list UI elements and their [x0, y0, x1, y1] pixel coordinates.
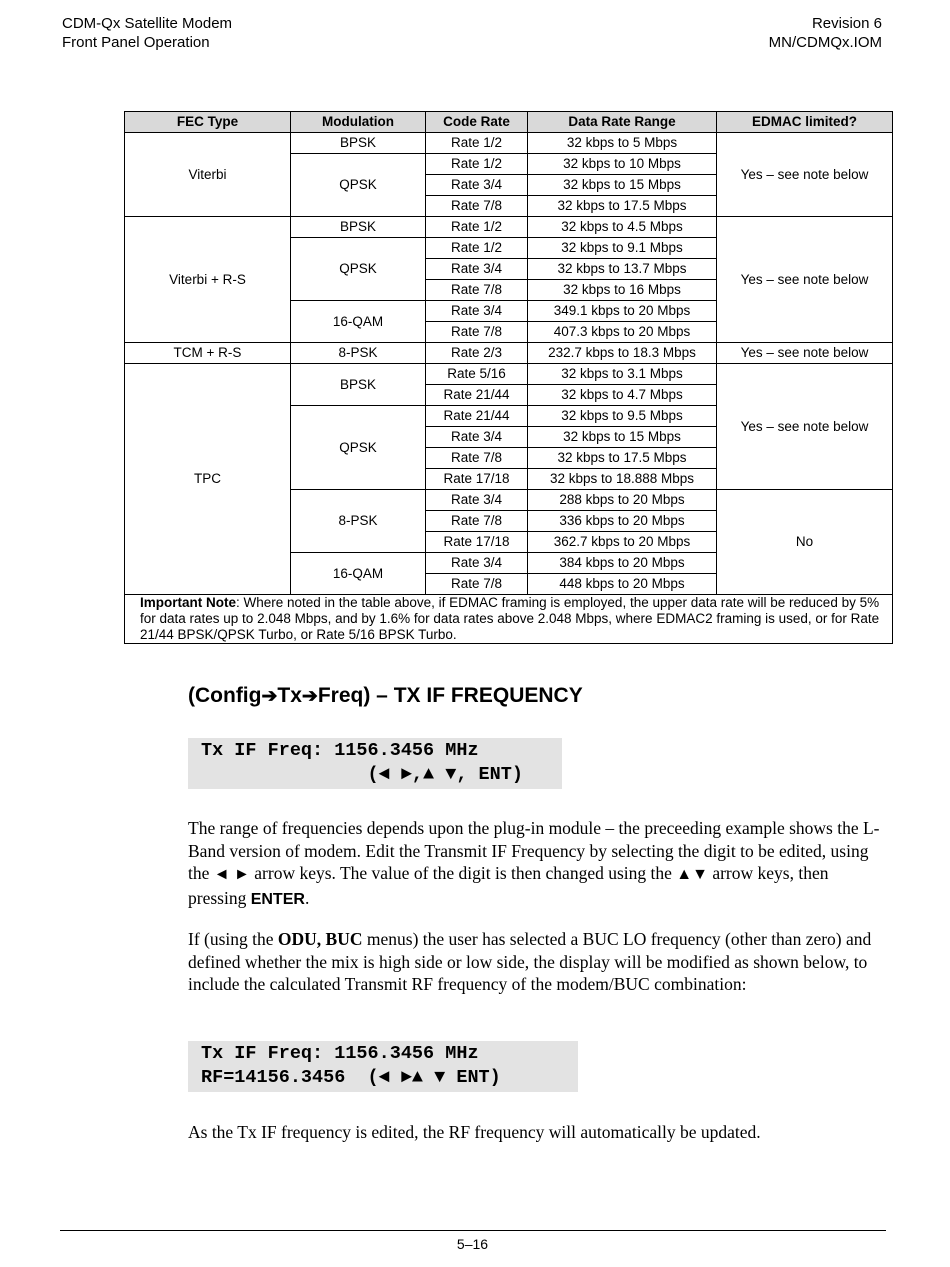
paragraph-buc-lo [188, 928, 888, 996]
fec-data-rate-table [124, 111, 893, 644]
para-text: arrow keys. The value of the digit is then changed using the [249, 863, 677, 883]
data-rate-cell: 32 kbps to 17.5 Mbps [528, 448, 717, 469]
data-rate-cell: 32 kbps to 15 Mbps [528, 427, 717, 448]
right-arrow-icon: ➔ [261, 686, 278, 707]
data-rate-cell: 32 kbps to 9.5 Mbps [528, 406, 717, 427]
note-label: Important Note [140, 595, 236, 610]
doc-id: MN/CDMQx.IOM [768, 34, 882, 51]
data-rate-cell: 336 kbps to 20 Mbps [528, 511, 717, 532]
lcd-display-tx-if [188, 738, 562, 789]
table-row [125, 133, 893, 154]
lcd-line-2: RF=14156.3456 (◄ ►▲ ▼ ENT) [201, 1067, 501, 1088]
data-rate-cell: 32 kbps to 3.1 Mbps [528, 364, 717, 385]
code-rate-cell: Rate 3/4 [426, 301, 528, 322]
footer-divider [60, 1230, 886, 1231]
note-text: : Where noted in the table above, if EDMAC framing is employed, the upper data rate will be reduced by 5% for data rates up to 2.048 Mbps, and by 1.6% for data rates above 2.048 Mbps, where EDMAC2 framing is used, or for Rate 21/44 BPSK/QPSK Turbo, or Rate 5/16 BPSK Turbo. [140, 595, 880, 642]
code-rate-cell: Rate 3/4 [426, 175, 528, 196]
modulation-cell: 16-QAM [291, 553, 426, 595]
heading-tx: Tx [277, 684, 302, 707]
fec-cell: Viterbi [125, 133, 291, 217]
lcd-line-1: Tx IF Freq: 1156.3456 MHz [201, 740, 479, 761]
data-rate-cell: 32 kbps to 15 Mbps [528, 175, 717, 196]
para-text: menus) the user has selected a BUC LO frequency (other than zero) and defined whether the mix is high side or low side, the display will be modified as shown below, to include the calculated Transmit RF frequency of the modem/BUC combination: [188, 929, 872, 994]
para-text: The range of frequencies depends upon the plug-in module – the preceeding example shows the L-Band version of modem. Edit the Transmit IF Frequency by selecting the digit to be edited, using the [188, 818, 880, 883]
header-left [62, 14, 232, 52]
page-number: 5–16 [456, 1236, 489, 1252]
code-rate-cell: Rate 17/18 [426, 469, 528, 490]
doc-title: CDM-Qx Satellite Modem [62, 15, 233, 32]
modulation-cell: 8-PSK [291, 490, 426, 553]
data-rate-cell: 32 kbps to 10 Mbps [528, 154, 717, 175]
data-rate-cell: 32 kbps to 16 Mbps [528, 280, 717, 301]
data-rate-cell: 288 kbps to 20 Mbps [528, 490, 717, 511]
fec-cell: TCM + R-S [125, 343, 291, 364]
col-header-edmac: EDMAC limited? [717, 112, 893, 133]
code-rate-cell: Rate 3/4 [426, 427, 528, 448]
data-rate-cell: 32 kbps to 4.5 Mbps [528, 217, 717, 238]
col-header-data-rate: Data Rate Range [528, 112, 717, 133]
table-header-row [125, 112, 893, 133]
table-note-row [125, 595, 893, 644]
enter-key-label: ENTER [250, 890, 305, 908]
code-rate-cell: Rate 1/2 [426, 238, 528, 259]
edmac-cell: Yes – see note below [717, 133, 893, 217]
section-heading [188, 684, 583, 708]
table-row [125, 217, 893, 238]
code-rate-cell: Rate 1/2 [426, 133, 528, 154]
data-rate-cell: 407.3 kbps to 20 Mbps [528, 322, 717, 343]
code-rate-cell: Rate 3/4 [426, 553, 528, 574]
para-text: arrow keys, then pressing [188, 863, 829, 908]
code-rate-cell: Rate 7/8 [426, 448, 528, 469]
data-rate-cell: 32 kbps to 17.5 Mbps [528, 196, 717, 217]
modulation-cell: BPSK [291, 364, 426, 406]
doc-revision: Revision 6 [811, 15, 882, 32]
code-rate-cell: Rate 2/3 [426, 343, 528, 364]
edmac-cell: No [717, 490, 893, 595]
fec-cell: Viterbi + R-S [125, 217, 291, 343]
right-arrow-icon: ➔ [301, 686, 318, 707]
code-rate-cell: Rate 3/4 [426, 259, 528, 280]
col-header-code-rate: Code Rate [426, 112, 528, 133]
edmac-cell: Yes – see note below [717, 343, 893, 364]
edmac-cell: Yes – see note below [717, 217, 893, 343]
modulation-cell: 16-QAM [291, 301, 426, 343]
code-rate-cell: Rate 21/44 [426, 385, 528, 406]
heading-freq: Freq) – TX IF FREQUENCY [317, 684, 583, 707]
edmac-cell: Yes – see note below [717, 364, 893, 490]
data-rate-cell: 232.7 kbps to 18.3 Mbps [528, 343, 717, 364]
code-rate-cell: Rate 7/8 [426, 322, 528, 343]
paragraph-rf-update: As the Tx IF frequency is edited, the RF frequency will automatically be updated. [188, 1122, 761, 1142]
data-rate-cell: 32 kbps to 9.1 Mbps [528, 238, 717, 259]
data-rate-cell: 32 kbps to 4.7 Mbps [528, 385, 717, 406]
code-rate-cell: Rate 1/2 [426, 217, 528, 238]
modulation-cell: QPSK [291, 154, 426, 217]
para-text: . [304, 887, 310, 908]
code-rate-cell: Rate 21/44 [426, 406, 528, 427]
data-rate-cell: 32 kbps to 13.7 Mbps [528, 259, 717, 280]
code-rate-cell: Rate 7/8 [426, 574, 528, 595]
code-rate-cell: Rate 17/18 [426, 532, 528, 553]
code-rate-cell: Rate 1/2 [426, 154, 528, 175]
data-rate-cell: 349.1 kbps to 20 Mbps [528, 301, 717, 322]
left-right-arrows-icon: ◄ ► [213, 866, 250, 883]
modulation-cell: BPSK [291, 133, 426, 154]
fec-cell: TPC [125, 364, 291, 595]
up-down-arrows-icon: ▲▼ [676, 866, 708, 883]
menu-name: ODU, BUC [277, 929, 363, 949]
important-note [125, 595, 893, 644]
modulation-cell: QPSK [291, 406, 426, 490]
data-rate-cell: 448 kbps to 20 Mbps [528, 574, 717, 595]
modulation-cell: 8-PSK [291, 343, 426, 364]
data-rate-cell: 32 kbps to 18.888 Mbps [528, 469, 717, 490]
lcd-line-2: (◄ ►,▲ ▼, ENT) [201, 764, 523, 785]
table-row [125, 364, 893, 385]
code-rate-cell: Rate 7/8 [426, 280, 528, 301]
para-text: If (using the [188, 929, 278, 949]
table-row [125, 343, 893, 364]
code-rate-cell: Rate 7/8 [426, 196, 528, 217]
code-rate-cell: Rate 7/8 [426, 511, 528, 532]
paragraph-frequency-range [188, 817, 888, 911]
lcd-line-1: Tx IF Freq: 1156.3456 MHz [201, 1043, 479, 1064]
code-rate-cell: Rate 5/16 [426, 364, 528, 385]
col-header-fec: FEC Type [125, 112, 291, 133]
heading-config: (Config [188, 684, 262, 707]
code-rate-cell: Rate 3/4 [426, 490, 528, 511]
modulation-cell: BPSK [291, 217, 426, 238]
modulation-cell: QPSK [291, 238, 426, 301]
data-rate-cell: 384 kbps to 20 Mbps [528, 553, 717, 574]
doc-section: Front Panel Operation [62, 34, 210, 51]
data-rate-cell: 32 kbps to 5 Mbps [528, 133, 717, 154]
header-right [769, 14, 882, 52]
lcd-display-tx-rf [188, 1041, 578, 1092]
data-rate-cell: 362.7 kbps to 20 Mbps [528, 532, 717, 553]
col-header-modulation: Modulation [291, 112, 426, 133]
